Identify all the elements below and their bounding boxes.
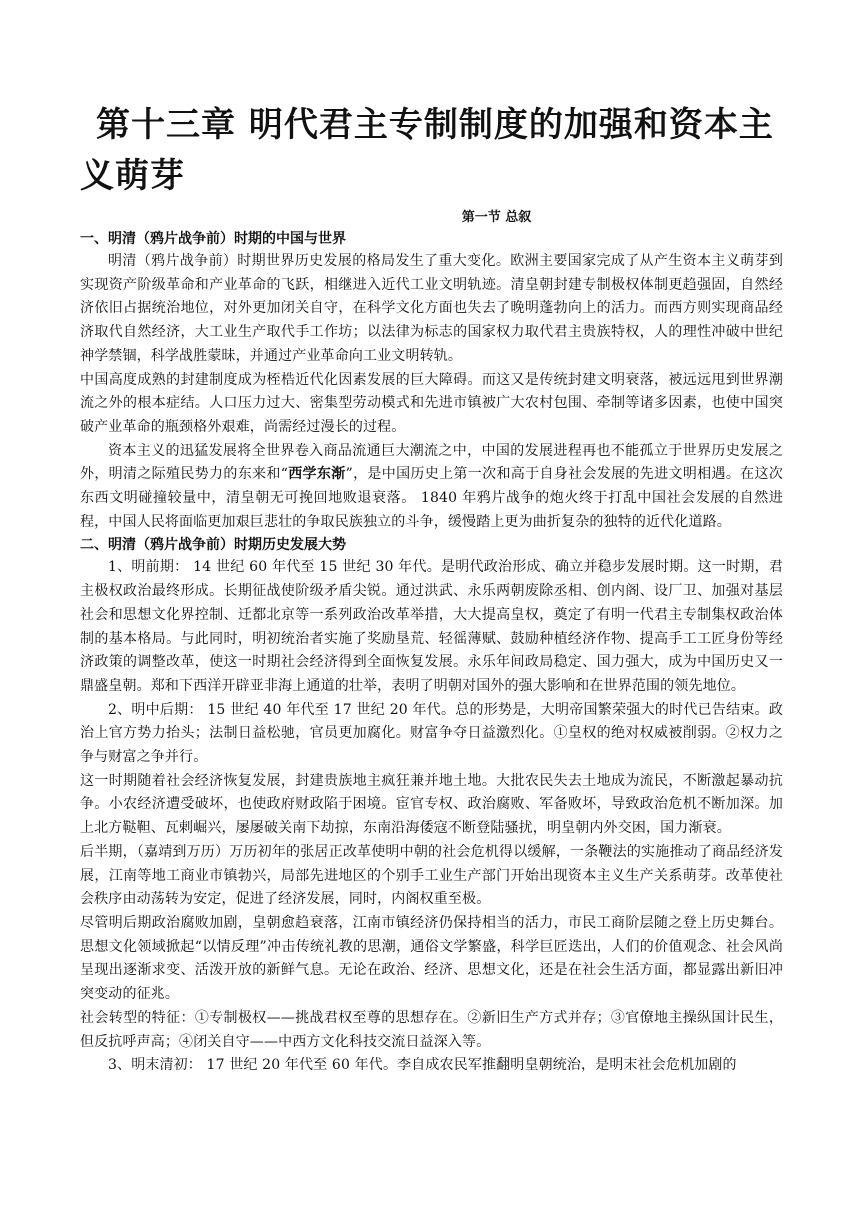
section-title: 第一节 总叙 (461, 210, 532, 225)
paragraph-3 (80, 440, 783, 535)
paragraph-10: 3、明末清初： 17 世纪 20 年代至 60 年代。李自成农民军推翻明皇朝统治，是明末社会危机加剧的 (108, 1057, 737, 1074)
paragraph-9: 社会转型的特征：①专制极权——挑战君权至尊的思想存在。②新旧生产方式并存；③官僚地主操纵国计民生，但反抗呼声高；④闭关自守——中西方文化科技交流日益深入等。 (80, 1009, 783, 1050)
chapter-title-text: 第十三章 明代君主专制制度的加强和资本主义萌芽 (80, 105, 774, 196)
chapter-title (80, 100, 783, 202)
paragraph-5: 2、明中后期： 15 世纪 40 年代至 17 世纪 20 年代。总的形势是，大明帝国繁荣强大的时代已告结束。政治上官方势力抬头；法制日益松驰，官员更加腐化。财富争夺日益激烈化。①皇权的绝对权威被削弱。②权力之争与财富之争并行。 (80, 701, 783, 766)
paragraph-3-bold-term: 西学东渐 (288, 466, 346, 483)
paragraph-1: 明清（鸦片战争前）时期世界历史发展的格局发生了重大变化。欧洲主要国家完成了从产生资本主义萌芽到实现资产阶级革命和产业革命的飞跃，相继进入近代工业文明轨迹。清皇朝封建专制极权体制更趋强固，自然经济依旧占据统治地位，对外更加闭关自守，在科学文化方面也失去了晚明蓬勃向上的活力。而西方则实现商品经济取代自然经济，大工业生产取代手工作坊；以法律为标志的国家权力取代君主贵族特权，人的理性冲破中世纪神学禁锢，科学战胜蒙昧，并通过产业革命向工业文明转轨。 (80, 253, 783, 364)
paragraph-3-part-b: ”，是中国历史上第一次和高于自身社会发展的先进文明相遇。在这次东西文明碰撞较量中，清皇朝无可挽回地败退衰落。 1840 年鸦片战争的炮火终于打乱中国社会发展的自然进程，中国人民将面临更加艰巨悲壮的争取民族独立的斗争，缓慢踏上更为曲折复杂的独特的近代化道路。 (80, 466, 783, 530)
heading-world: 一、明清（鸦片战争前）时期的中国与世界 (80, 231, 346, 247)
paragraph-3-part-a: 资本主义的迅猛发展将全世界卷入商品流通巨大潮流之中，中国的发展进程再也不能孤立于世界历史发展之外，明清之际殖民势力的东来和“ (80, 442, 783, 483)
paragraph-2: 中国高度成熟的封建制度成为桎梏近代化因素发展的巨大障碍。而这又是传统封建文明衰落，被远远甩到世界潮流之外的根本症结。人口压力过大、密集型劳动模式和先进市镇被广大农村包围、牵制等诸多因素，也使中国突破产业革命的瓶颈格外艰难，尚需经过漫长的过程。 (80, 371, 783, 435)
paragraph-7: 后半期，（嘉靖到万历）万历初年的张居正改革使明中朝的社会危机得以缓解，一条鞭法的实施推动了商品经济发展，江南等地工商业市镇勃兴，局部先进地区的个别手工业生产部门开始出现资本主义生产关系萌芽。改革使社会秩序由动荡转为安定，促进了经济发展，同时，内阁权重至极。 (80, 843, 783, 908)
heading-trends: 二、明清（鸦片战争前）时期历史发展大势 (80, 537, 346, 554)
paragraph-8: 尽管明后期政治腐败加剧，皇朝愈趋衰落，江南市镇经济仍保持相当的活力，市民工商阶层随之登上历史舞台。思想文化领域掀起“以情反理”冲击传统礼教的思潮，通俗文学繁盛，科学巨匠迭出，人们的价值观念、社会风尚呈现出逐渐求变、活泼开放的新鲜气息。无论在政治、经济、思想文化，还是在社会生活方面，都显露出新旧冲突变动的征兆。 (80, 914, 783, 1003)
paragraph-4: 1、明前期： 14 世纪 60 年代至 15 世纪 30 年代。是明代政治形成、确立并稳步发展时期。这一时期，君主极权政治最终形成。长期征战使阶级矛盾尖锐。通过洪武、永乐两朝废除丞相、创内阁、设厂卫、加强对基层社会和思想文化界控制、迁都北京等一系列政治改革举措，大大提高皇权，奠定了有明一代君主专制集权政治体制的基本格局。与此同时，明初统治者实施了奖励垦荒、轻徭薄赋、鼓励种植经济作物、提高手工工匠身份等经济政策的调整改革，使这一时期社会经济得到全面恢复发展。永乐年间政局稳定、国力强大，成为中国历史又一鼎盛皇朝。郑和下西洋开辟亚非海上通道的壮举，表明了明朝对国外的强大影响和在世界范围的领先地位。 (80, 559, 783, 694)
document-page (80, 100, 783, 1078)
paragraph-6: 这一时期随着社会经济恢复发展，封建贵族地主疯狂兼并地土地。大批农民失去土地成为流民，不断激起暴动抗争。小农经济遭受破坏，也使政府财政陷于困境。宦官专权、政治腐败、军备败坏，导致政治危机不断加深。加上北方鞑靼、瓦剌崛兴，屡屡破关南下劫掠，东南沿海倭寇不断登陆骚扰，明皇朝内外交困，国力渐衰。 (80, 772, 783, 837)
